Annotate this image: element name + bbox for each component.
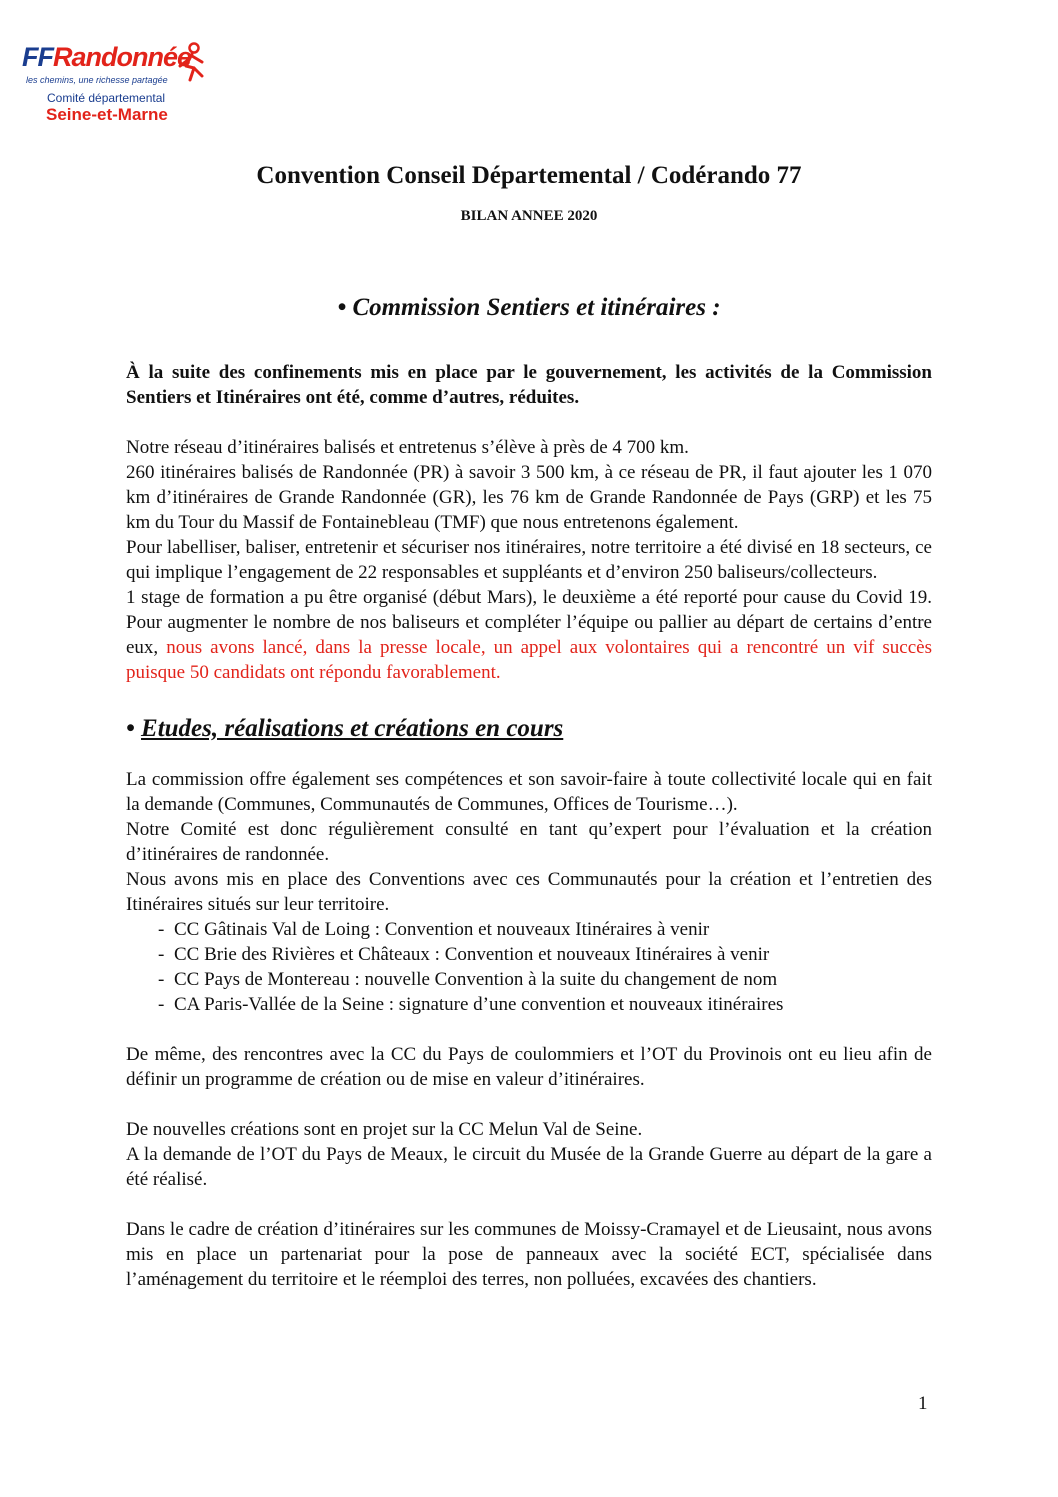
training-text: 1 stage de formation a pu être organisé (début Mars), le deuxième a été reporté pour cause du Covid 19. Pour augmenter le nombre de nos baliseurs et compléter l’équipe ou pallier au départ de certains d’entre eux, (126, 587, 932, 658)
hiker-icon (172, 42, 210, 82)
paragraph-network: Notre réseau d’itinéraires balisés et entretenus s’élève à près de 4 700 km. (126, 437, 689, 458)
intro-paragraph: À la suite des confinements mis en place par le gouvernement, les activités de la Commission Sentiers et Itinéraires ont été, comme d’autres, réduites. (126, 362, 932, 408)
section-heading-etudes (126, 714, 932, 744)
paragraph-expert: Notre Comité est donc régulièrement consulté en tant qu’expert pour l’évaluation et la création d’itinéraires de randonnée. (126, 819, 932, 865)
logo-region: Seine-et-Marne (46, 105, 168, 124)
volunteers-highlight: nous avons lancé, dans la presse locale, un appel aux volontaires qui a rencontré un vif succès puisque 50 candidats ont répondu favorablement. (126, 637, 932, 683)
paragraph-meaux: A la demande de l’OT du Pays de Meaux, le circuit du Musée de la Grande Guerre au départ de la gare a été réalisé. (126, 1144, 932, 1190)
paragraph-melun: De nouvelles créations sont en projet sur la CC Melun Val de Seine. (126, 1119, 643, 1140)
list-item: - CA Paris-Vallée de la Seine : signature d’une convention et nouveaux itinéraires (158, 994, 784, 1015)
section-bullet: • (126, 715, 142, 742)
list-item: - CC Gâtinais Val de Loing : Convention et nouveaux Itinéraires à venir (158, 919, 710, 940)
paragraph-partnership: Dans le cadre de création d’itinéraires sur les communes de Moissy-Cramayel et de Lieusaint, nous avons mis en place un partenariat pour la pose de panneaux avec la société ECT, spécialisée dans l’aménagement du territoire et le réemploi des terres, non polluées, excavées des chantiers. (126, 1219, 932, 1290)
paragraph-conventions: Nous avons mis en place des Conventions avec ces Communautés pour la création et l’entretien des Itinéraires situés sur leur territoire. (126, 869, 932, 915)
document-subtitle: BILAN ANNEE 2020 (460, 208, 598, 224)
logo-committee: Comité départemental (47, 91, 166, 105)
page-number: 1 (918, 1393, 928, 1414)
paragraph-sectors: Pour labelliser, baliser, entretenir et sécuriser nos itinéraires, notre territoire a été divisé en 18 secteurs, ce qui implique l’engagement de 22 responsables et suppléants et d’environ 250 baliseurs/collecteurs. (126, 537, 932, 583)
paragraph-training (126, 585, 932, 685)
paragraph-itineraries: 260 itinéraires balisés de Randonnée (PR) à savoir 3 500 km, à ce réseau de PR, il faut ajouter les 1 070 km d’itinéraires de Grande Randonnée (GR), les 76 km de Grande Randonnée de Pays (GRP) et les 75 km du Tour du Massif de Fontainebleau (TMF) que nous entretenons également. (126, 462, 932, 533)
paragraph-meetings: De même, des rencontres avec la CC du Pays de coulommiers et l’OT du Provinois ont eu lieu afin de définir un programme de création ou de mise en valeur d’itinéraires. (126, 1044, 932, 1090)
list-item: - CC Pays de Montereau : nouvelle Convention à la suite du changement de nom (158, 969, 778, 990)
ffrandonnee-logo (22, 42, 212, 130)
paragraph-commission-offer: La commission offre également ses compétences et son savoir-faire à toute collectivité locale qui en fait la demande (Communes, Communautés de Communes, Offices de Tourisme…). (126, 769, 932, 815)
logo-wordmark: FFRandonnée (22, 42, 192, 72)
logo-tagline: les chemins, une richesse partagée (26, 75, 168, 85)
document-body (126, 360, 932, 1292)
document-title: Convention Conseil Départemental / Codérando 77 (256, 162, 802, 189)
section-heading-commission: • Commission Sentiers et itinéraires : (337, 294, 721, 321)
section-heading-text: Etudes, réalisations et créations en cours (141, 715, 564, 742)
list-item: - CC Brie des Rivières et Châteaux : Convention et nouveaux Itinéraires à venir (158, 944, 770, 965)
conventions-list (126, 917, 932, 1017)
